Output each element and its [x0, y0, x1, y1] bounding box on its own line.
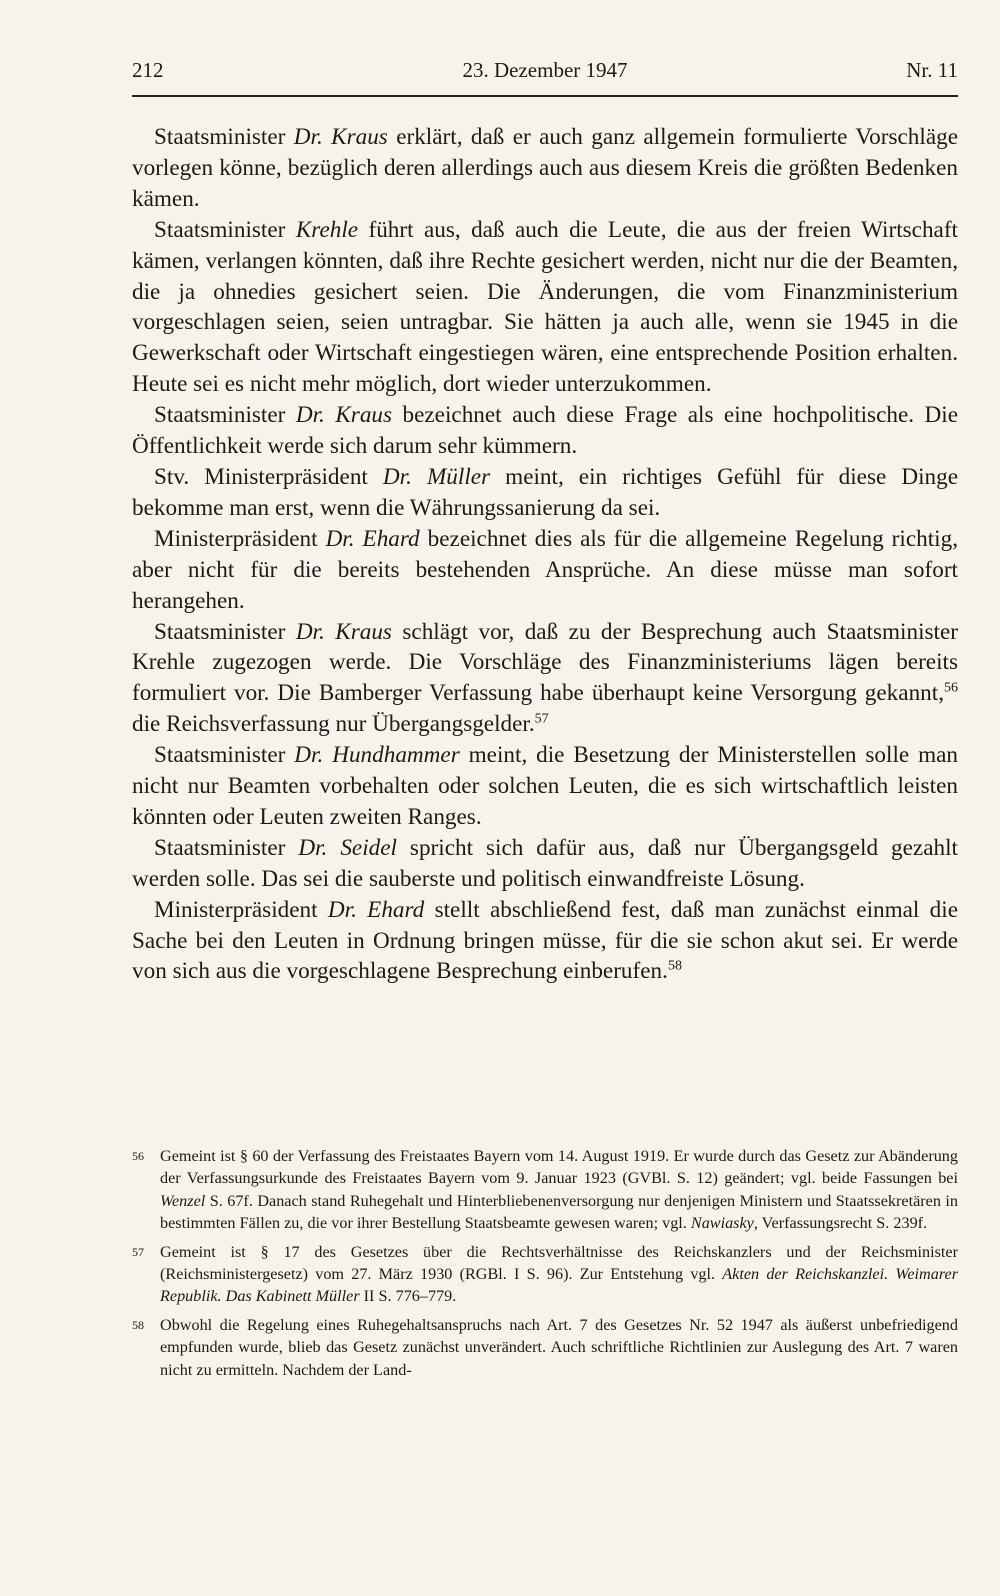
text-run: schlägt vor, daß zu der Besprechung auch Staatsminister Krehle zugezogen werde. Die Vorschläge des Finanzministeriums lägen bereits formuliert vor. Die Bamberger Verfassung habe überhaupt keine Versorgung gekannt,: [132, 618, 959, 707]
italic-text: Akten der Reichskanzlei. Weimarer Republik. Das Kabinett Müller: [160, 1265, 958, 1306]
text-run: [327, 835, 340, 861]
footnote-reference: 56: [944, 680, 958, 696]
paragraph: [132, 895, 958, 988]
footnote-number: 58: [132, 1317, 144, 1332]
text-run: [412, 464, 427, 490]
text-run: [323, 124, 331, 150]
text-run: meint, die Besetzung der Ministerstellen solle man nicht nur Beamten vorbehalten oder solchen Leuten, die es sich wirtschaftlich leisten könnten oder Leuten zweiten Ranges.: [132, 742, 958, 830]
italic-text: Dr.: [382, 463, 412, 490]
italic-text: Ehard: [362, 525, 420, 552]
text-run: [323, 742, 332, 768]
footnote: [132, 1145, 958, 1235]
text-run: [325, 619, 335, 645]
page-header: [132, 58, 958, 92]
footnote-text: [160, 1241, 958, 1308]
paragraph: [132, 215, 958, 400]
text-run: erklärt, daß er auch ganz allgemein formulierte Vorschläge vorlegen könne, bezüglich deren allerdings auch aus diesem Kreis die größten Bedenken kämen.: [132, 124, 958, 212]
footnote-text: [160, 1314, 958, 1381]
text-run: Ministerpräsident: [154, 525, 326, 552]
text-run: Staatsminister: [154, 216, 296, 243]
italic-text: Dr.: [293, 124, 323, 150]
footnote-reference: 57: [534, 711, 549, 727]
paragraph: [132, 122, 958, 215]
footnote-text: [160, 1145, 958, 1235]
italic-text: Wenzel: [160, 1191, 206, 1210]
text-run: spricht sich dafür aus, daß nur Übergangsgeld gezahlt werden solle. Das sei die sauberste und politisch einwandfreiste Lösung.: [132, 834, 958, 892]
italic-text: Kraus: [335, 618, 392, 645]
text-run: Ministerpräsident: [154, 896, 328, 923]
header-rule: [132, 95, 958, 97]
text-run: Staatsminister: [154, 402, 296, 429]
italic-text: Kraus: [331, 124, 388, 150]
text-run: S. 67f. Danach stand Ruhegehalt und Hinterbliebenenversorgung nur denjenigen Ministern und Staatssekretären in bestimmten Fällen zu, die vor ihrer Bestellung Staatsbeamte gewesen waren; vgl.: [160, 1191, 958, 1233]
footnotes: [132, 1145, 958, 1387]
footnote: [132, 1241, 958, 1308]
text-run: bezeichnet auch diese Frage als eine hochpolitische. Die Öffentlichkeit werde sich darum sehr kümmern.: [132, 402, 958, 460]
text-run: Staatsminister: [154, 834, 299, 861]
text-run: , Verfassungsrecht S. 239f.: [753, 1214, 928, 1233]
header-issue: Nr. 11: [906, 58, 958, 82]
italic-text: Dr.: [327, 896, 357, 923]
footnote-number: 56: [132, 1149, 144, 1163]
text-run: bezeichnet dies als für die allgemeine Regelung richtig, aber nicht für die bereits bestehenden Ansprüche. An diese müsse man sofort herangehen.: [132, 525, 958, 614]
footnote-reference: 58: [667, 958, 682, 974]
text-run: Staatsminister: [154, 124, 294, 150]
text-run: [325, 402, 335, 428]
paragraph: [132, 462, 958, 524]
text-run: Staatsminister: [154, 742, 295, 769]
paragraph: [132, 740, 958, 833]
footnote-number: 57: [132, 1244, 144, 1259]
text-run: Stv. Ministerpräsident: [154, 463, 383, 490]
paragraph: [132, 524, 958, 617]
paragraph: [132, 617, 958, 741]
italic-text: Dr.: [295, 618, 325, 645]
italic-text: Dr.: [294, 742, 324, 769]
text-run: die Reichsverfassung nur Übergangsgelder.: [132, 711, 535, 738]
italic-text: Krehle: [295, 216, 359, 243]
text-run: meint, ein richtiges Gefühl für diese Dinge bekomme man erst, wenn die Währungssanierung da sei.: [132, 463, 959, 521]
italic-text: Hundhammer: [332, 742, 460, 769]
italic-text: Dr.: [325, 525, 355, 552]
italic-text: Kraus: [335, 402, 393, 429]
footnote: [132, 1314, 958, 1381]
text-run: [357, 897, 367, 923]
text-run: Obwohl die Regelung eines Ruhegehaltsanspruchs nach Art. 7 des Gesetzes Nr. 52 1947 als äußerst unbefriedigend empfunden wurde, blieb das Gesetz zunächst unverändert. Auch schriftliche Richtlinien zur Auslegung des Art. 7 waren nicht zu ermitteln. Nachdem der Land-: [160, 1315, 958, 1379]
text-run: stellt abschließend fest, daß man zunächst einmal die Sache bei den Leuten in Ordnung bringen müsse, für die sie schon akut sei. Er werde von sich aus die vorgeschlagene Besprechung einberufen.: [132, 896, 958, 985]
text-run: Staatsminister: [154, 618, 296, 645]
text-run: Gemeint ist § 60 der Verfassung des Freistaates Bayern vom 14. August 1919. Er wurde durch das Gesetz zur Abänderung der Verfassungsurkunde des Freistaates Bayern vom 9. Januar 1923 (GVBl. S. 12) geändert; vgl. beide Fassungen bei: [160, 1147, 958, 1188]
text-run: führt aus, daß auch die Leute, die aus der freien Wirtschaft kämen, verlangen könnten, daß ihre Rechte gesichert werden, nicht nur die der Beamten, die ja ohnedies gesichert seien. Die Änderungen, die vom Finanzministerium vorgeschlagen seien, seien untragbar. Sie hätten ja auch alle, wenn sie 1945 in die Gewerkschaft oder Wirtschaft eingestiegen wären, eine entsprechende Position erhalten. Heute sei es nicht mehr möglich, dort wieder unterzukommen.: [132, 216, 958, 398]
paragraph: [132, 400, 958, 462]
italic-text: Seidel: [340, 834, 397, 861]
text-run: [355, 526, 363, 552]
paragraph: [132, 833, 958, 895]
italic-text: Nawiasky: [690, 1214, 754, 1233]
italic-text: Müller: [426, 463, 491, 490]
italic-text: Dr.: [298, 834, 328, 861]
header-date: 23. Dezember 1947: [462, 58, 628, 82]
body-text: [132, 122, 958, 987]
italic-text: Ehard: [367, 896, 425, 923]
text-run: Gemeint ist § 17 des Gesetzes über die Rechtsverhältnisse des Reichskanzlers und der Reichsminister (Reichsministergesetz) vom 27. März 1930 (RGBl. I S. 96). Zur Entstehung vgl.: [160, 1242, 958, 1284]
page-number: 212: [132, 58, 164, 82]
text-run: II S. 776–779.: [359, 1287, 457, 1306]
italic-text: Dr.: [295, 402, 325, 429]
